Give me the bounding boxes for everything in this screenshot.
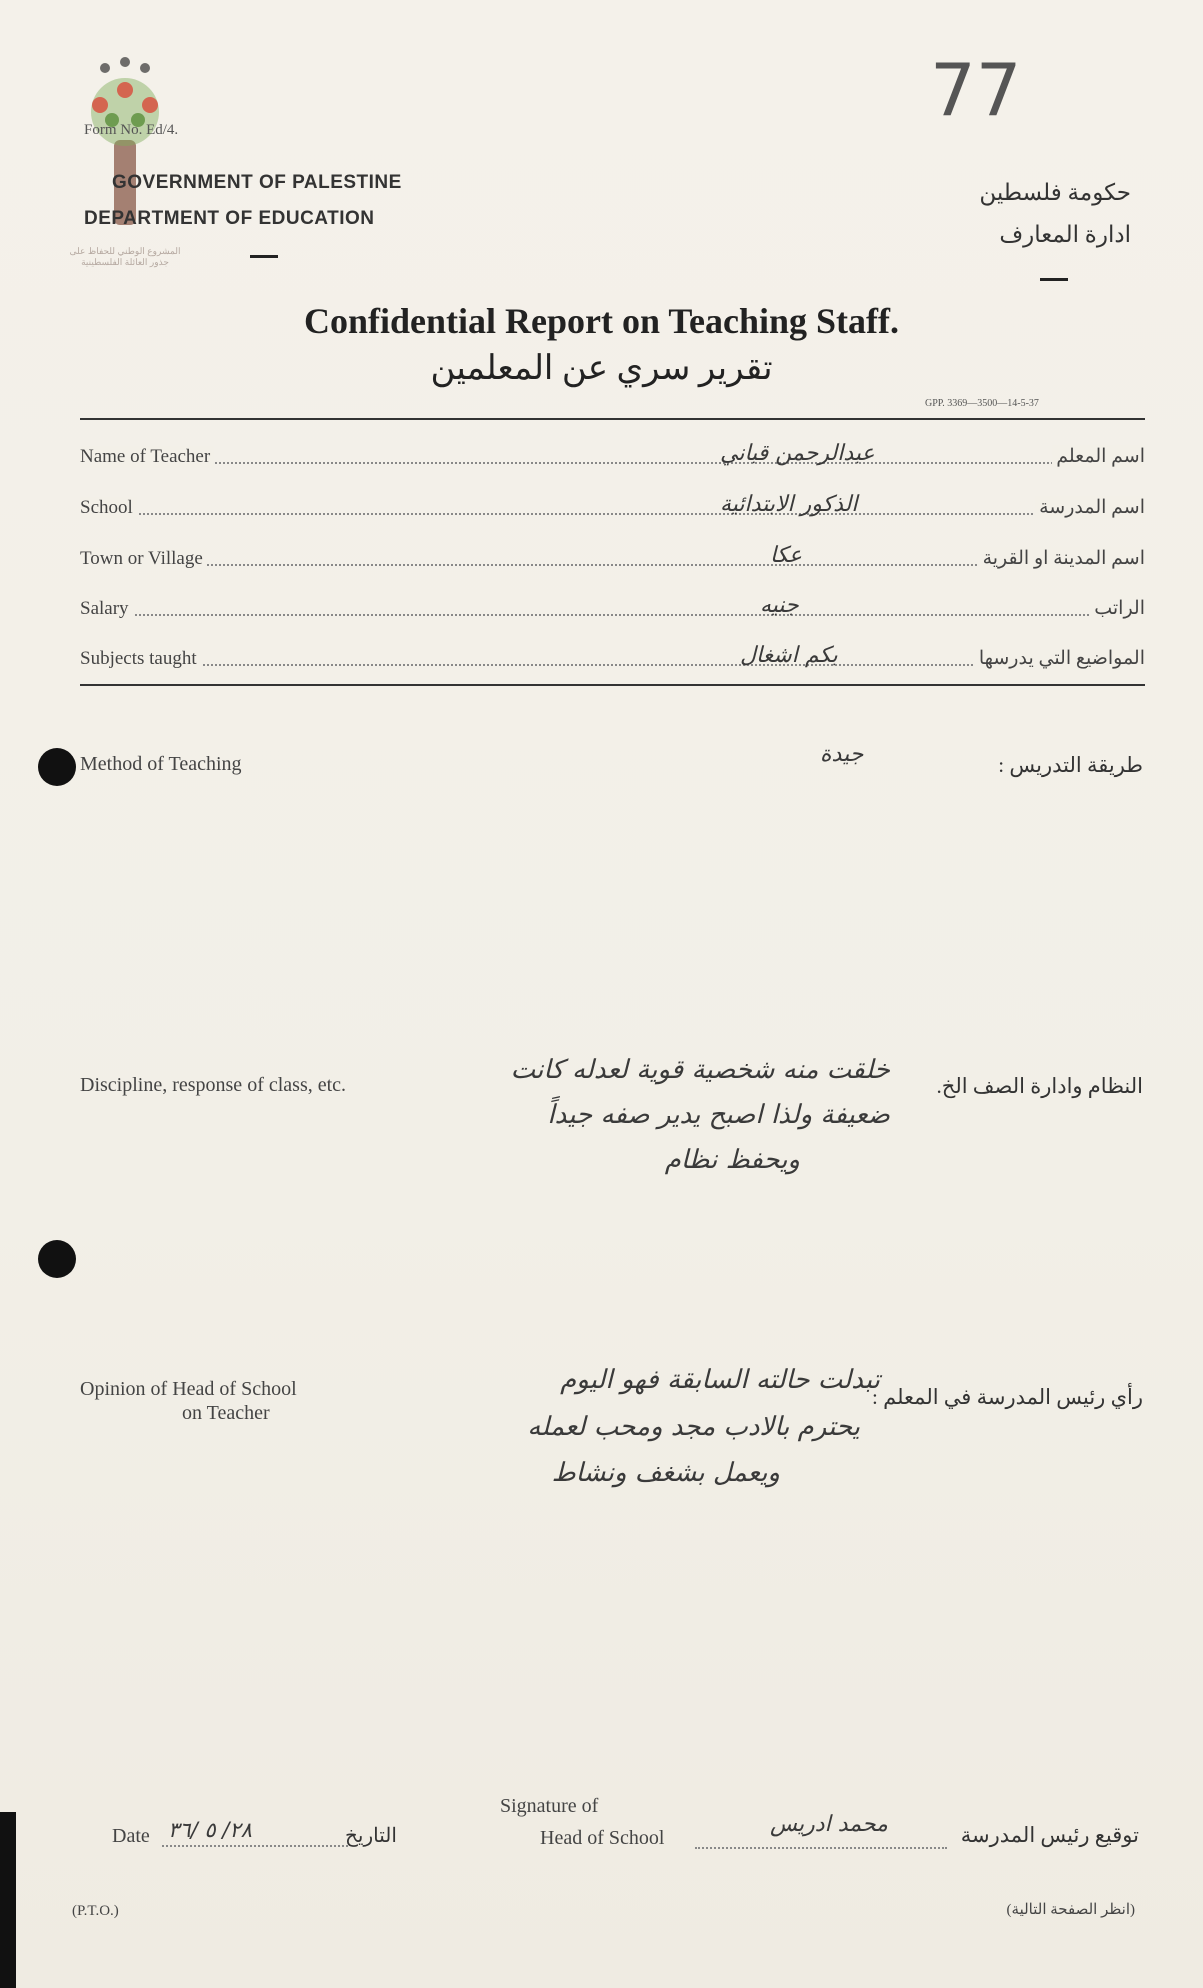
top-rule [80, 418, 1145, 420]
field-label-ar: الراتب [1090, 597, 1145, 620]
field-value: الذكور الابتدائية [720, 492, 858, 517]
government-title-en: GOVERNMENT OF PALESTINE [112, 172, 402, 193]
date-label-en: Date [112, 1825, 150, 1847]
field-label-ar: اسم المدرسة [1035, 496, 1145, 519]
signature-label-ar: توقيع رئيس المدرسة [960, 1823, 1139, 1847]
print-code: GPP. 3369—3500—14-5-37 [925, 398, 1039, 409]
header-dash-right [1040, 278, 1068, 281]
field-label-ar: اسم المدينة او القرية [979, 547, 1145, 570]
signature-label-en-2: Head of School [540, 1827, 665, 1849]
field-row-school [80, 491, 1145, 525]
opinion-line: تبدلت حالته السابقة فهو اليوم [560, 1365, 880, 1395]
report-title-en: Confidential Report on Teaching Staff. [303, 301, 900, 341]
punch-hole [38, 748, 76, 786]
method-value: جيدة [820, 742, 864, 767]
method-label-en: Method of Teaching [80, 753, 242, 775]
signature-dots [695, 1847, 947, 1849]
date-label-ar: التاريخ [345, 1825, 397, 1847]
pto-note: (P.T.O.) [72, 1903, 119, 1919]
field-value: بكم اشغال [740, 643, 838, 668]
field-label-ar: المواضيع التي يدرسها [975, 647, 1145, 670]
scan-edge-mark [0, 1812, 16, 1988]
date-dots [162, 1845, 348, 1847]
field-row-name [80, 440, 1145, 474]
field-value: جنيه [760, 593, 799, 618]
signature-label-en: Signature of [500, 1795, 599, 1817]
discipline-label-ar: النظام وادارة الصف الخ. [936, 1074, 1143, 1098]
field-label-ar: اسم المعلم [1052, 445, 1145, 468]
discipline-line: ضعيفة ولذا اصبح يدير صفه جيداً [547, 1100, 890, 1130]
discipline-line: خلقت منه شخصية قوية لعدله كانت [510, 1055, 890, 1085]
field-label-en: Town or Village [80, 548, 207, 570]
field-row-town [80, 542, 1145, 576]
field-label-en: Subjects taught [80, 648, 201, 670]
department-title-en: DEPARTMENT OF EDUCATION [84, 208, 375, 229]
date-value: ٢٨/ ٥ /٣٦ [168, 1818, 252, 1842]
field-label-en: School [80, 497, 137, 519]
method-label-ar: طريقة التدريس : [998, 753, 1143, 777]
opinion-label-ar: رأي رئيس المدرسة في المعلم : [872, 1385, 1143, 1409]
bottom-rule [80, 684, 1145, 686]
field-value: عبدالرحمن قباني [720, 441, 875, 466]
field-label-en: Name of Teacher [80, 446, 214, 468]
report-title-ar: تقرير سري عن المعلمين [430, 350, 773, 387]
department-title-ar: ادارة المعارف [999, 222, 1131, 247]
punch-hole [38, 1240, 76, 1278]
discipline-label-en: Discipline, response of class, etc. [80, 1074, 347, 1096]
discipline-line: ويحفظ نظام [664, 1145, 800, 1175]
pto-note-ar: (انظر الصفحة التالية) [1006, 1902, 1135, 1918]
field-row-salary [80, 592, 1145, 626]
form-number: Form No. Ed/4. [84, 122, 179, 138]
government-title-ar: حكومة فلسطين [979, 180, 1131, 205]
opinion-label-en: Opinion of Head of School [80, 1378, 297, 1400]
field-value: عكا [770, 543, 802, 568]
opinion-line: يحترم بالادب مجد ومحب لعمله [527, 1412, 860, 1442]
watermark-text: المشروع الوطني للحفاظ على جذور العائلة الفلسطينية [69, 246, 181, 267]
signature-value: محمد ادريس [770, 1812, 888, 1837]
field-row-subjects [80, 642, 1145, 676]
opinion-line: ويعمل بشغف ونشاط [551, 1458, 780, 1488]
opinion-label-en-2: on Teacher [182, 1402, 270, 1424]
field-label-en: Salary [80, 598, 133, 620]
document-number: 77 [930, 48, 1022, 132]
header-dash-left [250, 255, 278, 258]
